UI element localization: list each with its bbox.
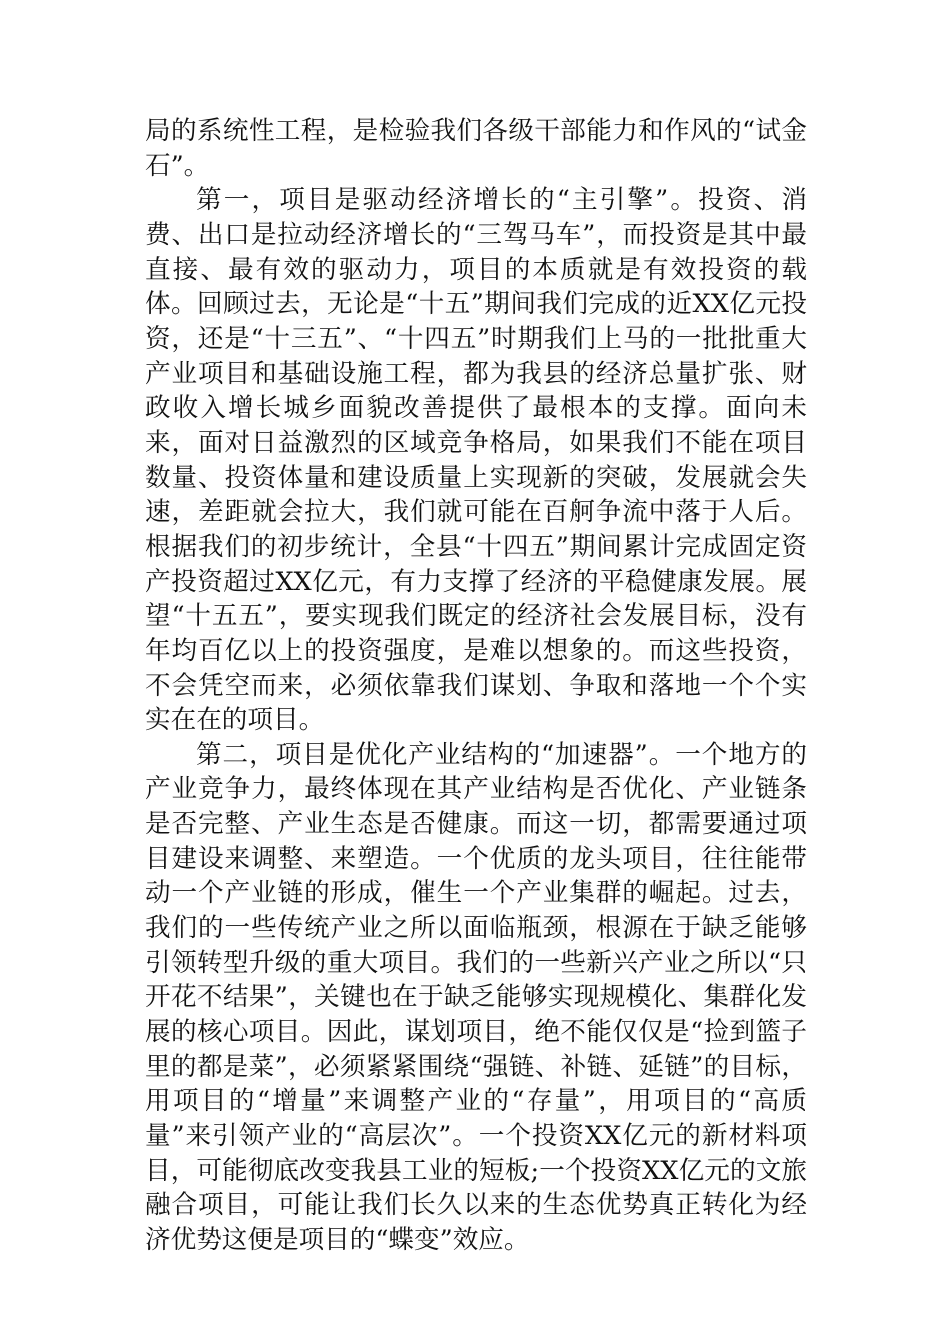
paragraph-first-point: 第一，项目是驱动经济增长的“主引擎”。投资、消费、出口是拉动经济增长的“三驾马车”，而投资是其中最直接、最有效的驱动力，项目的本质就是有效投资的载体。回顾过去，无论是“十五”期间我们完成的近XX亿元投资，还是“十三五”、“十四五”时期我们上马的一批批重大产业项目和基础设施工程，都为我县的经济总量扩张、财政收入增长城乡面貌改善提供了最根本的支撑。面向未来，面对日益激烈的区域竞争格局，如果我们不能在项目数量、投资体量和建设质量上实现新的突破，发展就会失速，差距就会拉大，我们就可能在百舸争流中落于人后。根据我们的初步统计，全县“十四五”期间累计完成固定资产投资超过XX亿元，有力支撑了经济的平稳健康发展。展望“十五五”，要实现我们既定的经济社会发展目标，没有年均百亿以上的投资强度，是难以想象的。而这些投资，不会凭空而来，必须依靠我们谋划、争取和落地一个个实实在在的项目。	[145, 185, 807, 736]
body-text	[145, 114, 807, 1258]
paragraph-second-point: 第二，项目是优化产业结构的“加速器”。一个地方的产业竞争力，最终体现在其产业结构是否优化、产业链条是否完整、产业生态是否健康。而这一切，都需要通过项目建设来调整、来塑造。一个优质的龙头项目，往往能带动一个产业链的形成，催生一个产业集群的崛起。过去，我们的一些传统产业之所以面临瓶颈，根源在于缺乏能够引领转型升级的重大项目。我们的一些新兴产业之所以“只开花不结果”，关键也在于缺乏能够实现规模化、集群化发展的核心项目。因此，谋划项目，绝不能仅仅是“捡到篮子里的都是菜”，必须紧紧围绕“强链、补链、延链”的目标，用项目的“增量”来调整产业的“存量”，用项目的“高质量”来引领产业的“高层次”。一个投资XX亿元的新材料项目，可能彻底改变我县工业的短板;一个投资XX亿元的文旅融合项目，可能让我们长久以来的生态优势真正转化为经济优势这便是项目的“蝶变”效应。	[145, 739, 807, 1255]
paragraph-intro-continuation: 局的系统性工程，是检验我们各级干部能力和作风的“试金石”。	[145, 116, 807, 181]
